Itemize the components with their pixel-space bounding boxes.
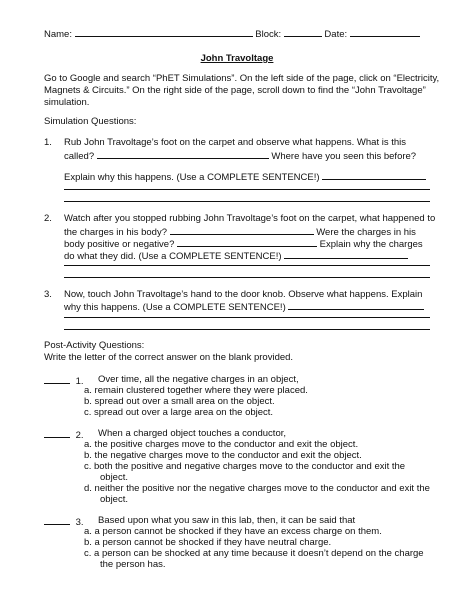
date-label: Date: (324, 29, 348, 40)
intro-line-2: Magnets & Circuits.” On the right side of the page, scroll down to find the “John Travoltage” (44, 85, 426, 96)
q1-answer-line-1[interactable] (64, 189, 430, 190)
q2-line-1: Watch after you stopped rubbing John Travoltage’s foot on the carpet, what happened to (64, 213, 436, 224)
q3-line-1: Now, touch John Travoltage’s hand to the door knob. Observe what happens. Explain (64, 289, 423, 300)
mc2-answer-blank[interactable] (44, 428, 70, 438)
mc3-answer-row: 3. (44, 515, 84, 528)
q1-answer-line-2[interactable] (64, 201, 430, 202)
q2-answer-line-2[interactable] (64, 277, 430, 278)
mc2-option-b: b. the negative charges move to the conductor and exit the object. (84, 450, 362, 461)
mc1-option-c: c. spread out over a large area on the object. (84, 407, 274, 418)
q3-number: 3. (44, 289, 52, 300)
q1-line-1: Rub John Travoltage’s foot on the carpet and observe what happens. What is this (64, 137, 407, 148)
mc3-stem: Based upon what you saw in this lab, then, it can be said that (98, 515, 356, 526)
q2-line-3: body positive or negative? Explain why the charges (64, 239, 423, 250)
block-label: Block: (255, 29, 282, 40)
q2-line-4: do what they did. (Use a COMPLETE SENTENCE!) (64, 249, 408, 262)
mc2-answer-row: 2. (44, 428, 84, 441)
mc2-option-d-line-2: object. (100, 494, 128, 505)
q2-answer-line-1[interactable] (64, 265, 430, 266)
mc2-option-c-line-2: object. (100, 472, 128, 483)
simulation-questions-heading: Simulation Questions: (44, 116, 137, 127)
q1-line-3: Explain why this happens. (Use a COMPLETE SENTENCE!) (64, 170, 426, 183)
mc2-stem: When a charged object touches a conductor, (98, 428, 287, 439)
mc2-option-d-line-1: d. neither the positive nor the negative charges move to the conductor and exit the (84, 483, 430, 494)
mc1-option-b: b. spread out over a small area on the object. (84, 396, 275, 407)
mc3-answer-blank[interactable] (44, 515, 70, 525)
mc3-option-a: a. a person cannot be shocked if they have an excess charge on them. (84, 526, 382, 537)
q2-explain-blank[interactable] (284, 249, 408, 259)
post-activity-instructions: Write the letter of the correct answer on the blank provided. (44, 352, 294, 363)
q1-line-2: called? Where have you seen this before? (64, 151, 417, 162)
q3-line-2: why this happens. (Use a COMPLETE SENTENCE!) (64, 300, 424, 313)
mc1-stem: Over time, all the negative charges in an object, (98, 374, 299, 385)
post-activity-heading: Post-Activity Questions: (44, 340, 145, 351)
mc2-option-a: a. the positive charges move to the conductor and exit the object. (84, 439, 359, 450)
q3-explain-blank[interactable] (288, 300, 424, 310)
q3-answer-line-2[interactable] (64, 329, 430, 330)
q1-number: 1. (44, 137, 52, 148)
mc3-option-c-line-1: c. a person can be shocked at any time because it doesn’t depend on the charge (84, 548, 424, 559)
q2-line-2: the charges in his body? Were the charges in his (64, 227, 416, 238)
q1-called-blank[interactable] (97, 149, 269, 159)
name-label: Name: (44, 29, 72, 40)
intro-line-1: Go to Google and search “PhET Simulations”. On the left side of the page, click on “Electricity, (44, 73, 440, 84)
intro-line-3: simulation. (44, 97, 90, 108)
mc3-option-c-line-2: the person has. (100, 559, 166, 570)
mc2-option-c-line-1: c. both the positive and negative charges move to the conductor and exit the (84, 461, 406, 472)
page-title: John Travoltage (200, 53, 274, 64)
q1-explain-blank[interactable] (322, 170, 426, 180)
q2-charges-blank[interactable] (170, 225, 314, 235)
q2-sign-blank[interactable] (177, 237, 317, 247)
header-row (44, 27, 420, 40)
mc1-option-a: a. remain clustered together where they were placed. (84, 385, 308, 396)
name-blank[interactable] (75, 27, 253, 37)
date-blank[interactable] (350, 27, 420, 37)
q2-number: 2. (44, 213, 52, 224)
mc3-option-b: b. a person cannot be shocked if they have neutral charge. (84, 537, 332, 548)
mc1-answer-row: 1. (44, 374, 84, 387)
block-blank[interactable] (284, 27, 322, 37)
mc1-answer-blank[interactable] (44, 374, 70, 384)
q3-answer-line-1[interactable] (64, 317, 430, 318)
